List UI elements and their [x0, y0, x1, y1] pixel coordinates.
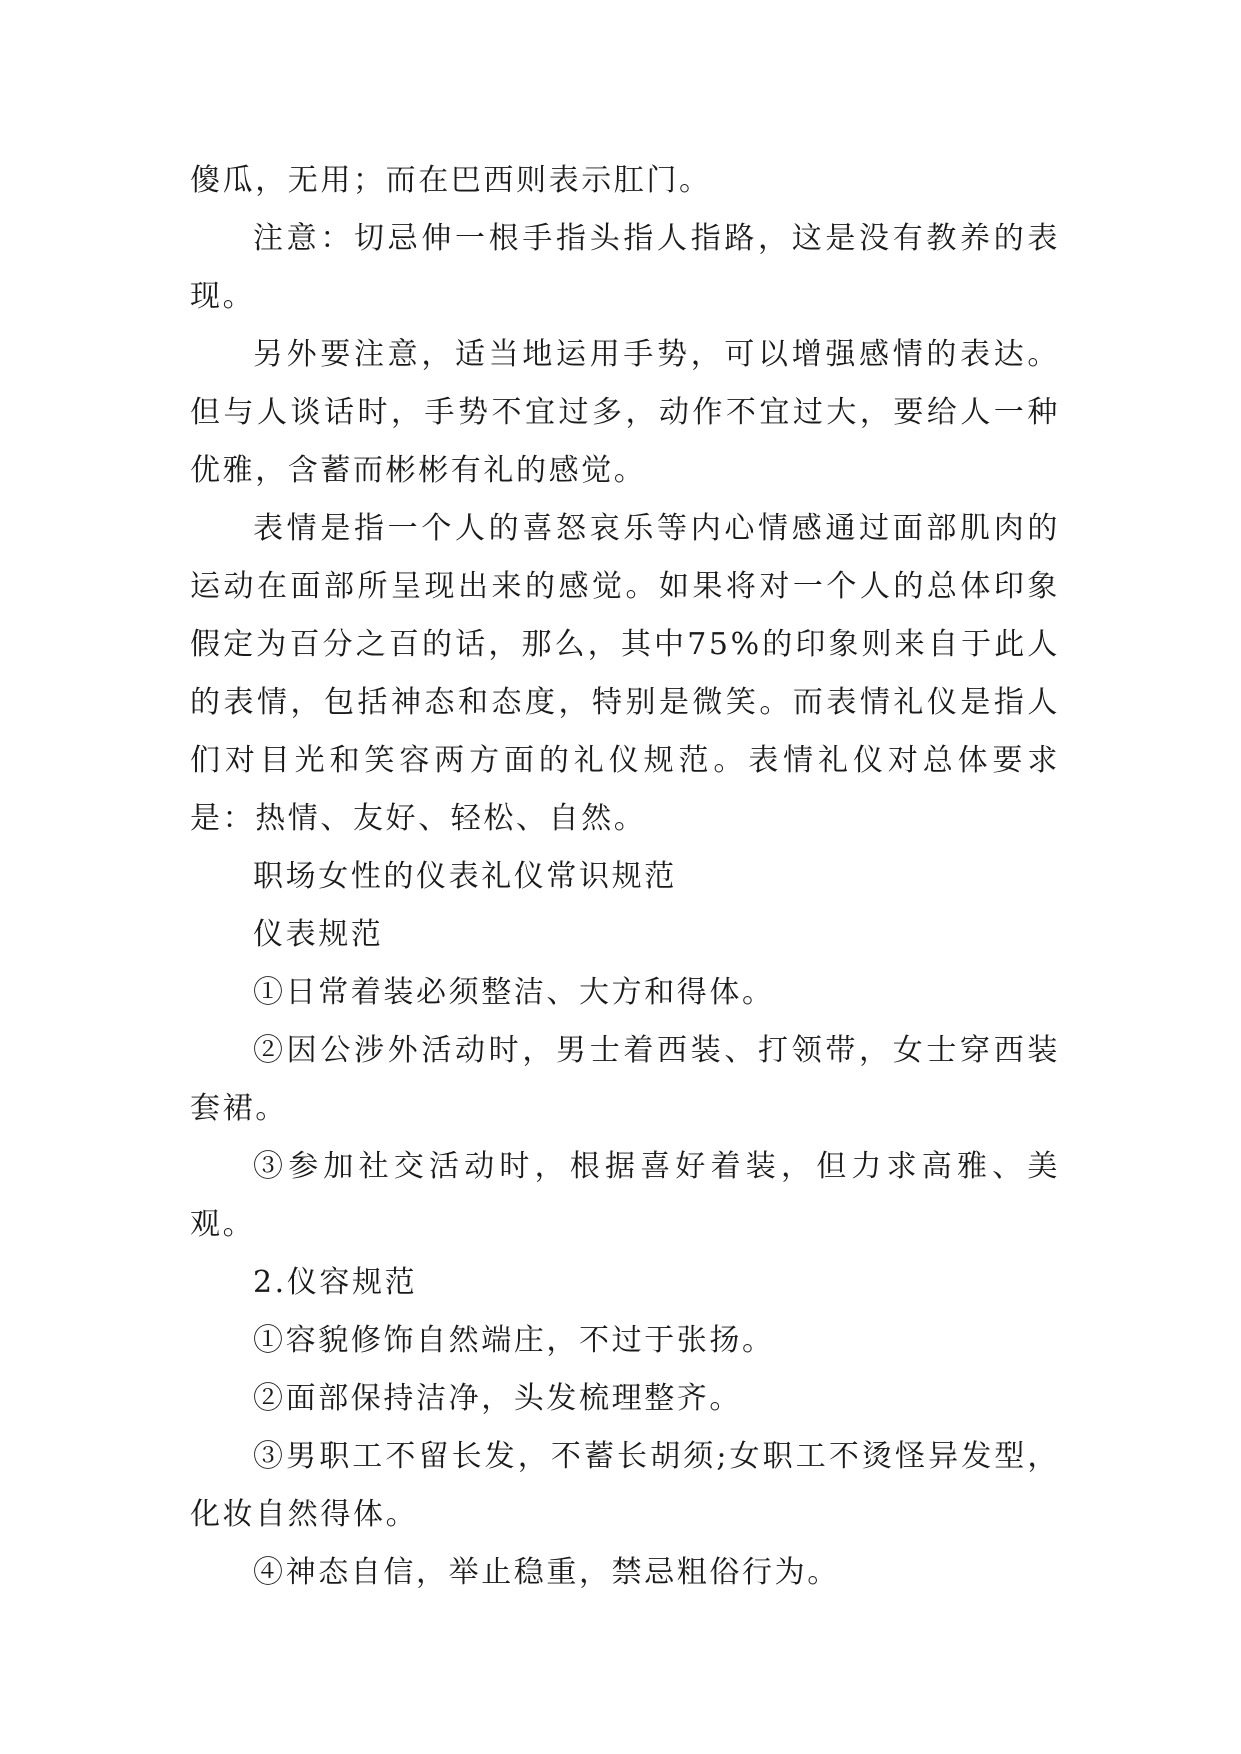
list-item-dress-3: ③参加社交活动时，根据喜好着装，但力求高雅、美观。	[190, 1149, 1060, 1242]
paragraph-facial-expression: 表情是指一个人的喜怒哀乐等内心情感通过面部肌肉的运动在面部所呈现出来的感觉。如果将对一个人的总体印象假定为百分之百的话，那么，其中75%的印象则来自于此人的表情，包括神态和态度，特别是微笑。而表情礼仪是指人们对目光和笑容两方面的礼仪规范。表情礼仪对总体要求是：热情、友好、轻松、自然。	[190, 511, 1060, 836]
section-heading-appearance-etiquette: 职场女性的仪表礼仪常识规范	[253, 859, 677, 894]
list-item-grooming-4: ④神态自信，举止稳重，禁忌粗俗行为。	[253, 1555, 840, 1590]
list-item-grooming-2: ②面部保持洁净，头发梳理整齐。	[253, 1381, 742, 1416]
document-body	[190, 152, 1060, 1602]
list-item-dress-2: ②因公涉外活动时，男士着西装、打领带，女士穿西装套裙。	[190, 1033, 1060, 1126]
paragraph-gesture-meaning: 傻瓜，无用；而在巴西则表示肛门。	[190, 163, 712, 198]
list-item-dress-1: ①日常着装必须整洁、大方和得体。	[253, 975, 775, 1010]
paragraph-gesture-usage: 另外要注意，适当地运用手势，可以增强感情的表达。但与人谈话时，手势不宜过多，动作不宜过大，要给人一种优雅，含蓄而彬彬有礼的感觉。	[190, 337, 1060, 488]
paragraph-pointing-note: 注意：切忌伸一根手指头指人指路，这是没有教养的表现。	[190, 221, 1060, 314]
subheading-dress-code: 仪表规范	[253, 917, 384, 952]
list-item-grooming-3: ③男职工不留长发，不蓄长胡须;女职工不烫怪异发型，化妆自然得体。	[190, 1439, 1060, 1532]
subheading-grooming: 2.仪容规范	[253, 1265, 418, 1300]
list-item-grooming-1: ①容貌修饰自然端庄，不过于张扬。	[253, 1323, 775, 1358]
